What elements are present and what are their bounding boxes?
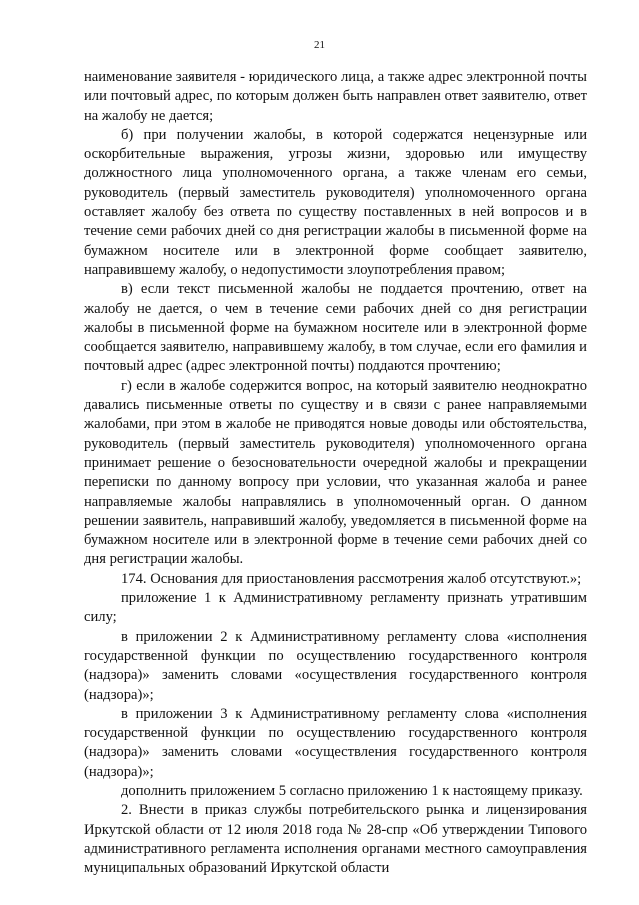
paragraph-point-2: 2. Внести в приказ службы потребительского рынка и лицензирования Иркутской области от 12 июля 2018 года № 28-спр «Об утверждении Типового административного регламента исполнения органами местного самоуправления муниципальных образований Иркутской области bbox=[84, 802, 587, 877]
paragraph-item-v: в) если текст письменной жалобы не поддается прочтению, ответ на жалобу не дается, о чем в течение семи рабочих дней со дня регистрации жалобы в письменной форме на бумажном носителе или в электронной форме сообщается заявителю, направившему жалобу, в том случае, если его фамилия и почтовый адрес (адрес электронной почты) поддаются прочтению; bbox=[84, 281, 587, 375]
page-number: 21 bbox=[314, 39, 325, 51]
paragraph-item-g: г) если в жалобе содержится вопрос, на который заявителю неоднократно давались письменные ответы по существу и в связи с ранее направляемыми жалобами, при этом в жалобе не приводятся новые доводы или обстоятельства, руководитель (первый заместитель руководителя) уполномоченного органа принимает решение о безосновательности очередной жалобы и прекращении переписки по данному вопросу при условии, что указанная жалоба и ранее направляемые жалобы направлялись в уполномоченный орган. О данном решении заявитель, направивший жалобу, уведомляется в письменной форме на бумажном носителе или в электронной форме в течение семи рабочих дней со дня регистрации жалобы. bbox=[84, 377, 587, 568]
paragraph-174: 174. Основания для приостановления рассмотрения жалоб отсутствуют.»; bbox=[121, 570, 582, 587]
paragraph-continuation: наименование заявителя - юридического лица, а также адрес электронной почты или почтовый адрес, по которым должен быть направлен ответ заявителю, ответ на жалобу не дается; bbox=[84, 69, 587, 124]
paragraph-appendix-3: в приложении 3 к Административному регламенту слова «исполнения государственной функции по осуществлению государственного контроля (надзора)» заменить словами «осуществления государственного контроля (надзора)»; bbox=[84, 705, 587, 780]
paragraph-appendix-5: дополнить приложением 5 согласно приложению 1 к настоящему приказу. bbox=[121, 782, 583, 799]
paragraph-item-b: б) при получении жалобы, в которой содержатся нецензурные или оскорбительные выражения, угрозы жизни, здоровью или имуществу должностного лица уполномоченного органа, а также членам его семьи, руководитель (первый заместитель руководителя) уполномоченного органа оставляет жалобу без ответа по существу поставленных в ней вопросов и в течение семи рабочих дней со дня регистрации жалобы в письменной форме на бумажном носителе или в электронной форме сообщает заявителю, направившему жалобу, о недопустимости злоупотребления правом; bbox=[84, 126, 587, 278]
paragraph-appendix-1: приложение 1 к Административному регламенту признать утратившим силу; bbox=[84, 590, 587, 626]
paragraph-appendix-2: в приложении 2 к Административному регламенту слова «исполнения государственной функции по осуществлению государственного контроля (надзора)» заменить словами «осуществления государственного контроля (надзора)»; bbox=[84, 628, 587, 703]
document-body bbox=[84, 68, 587, 878]
